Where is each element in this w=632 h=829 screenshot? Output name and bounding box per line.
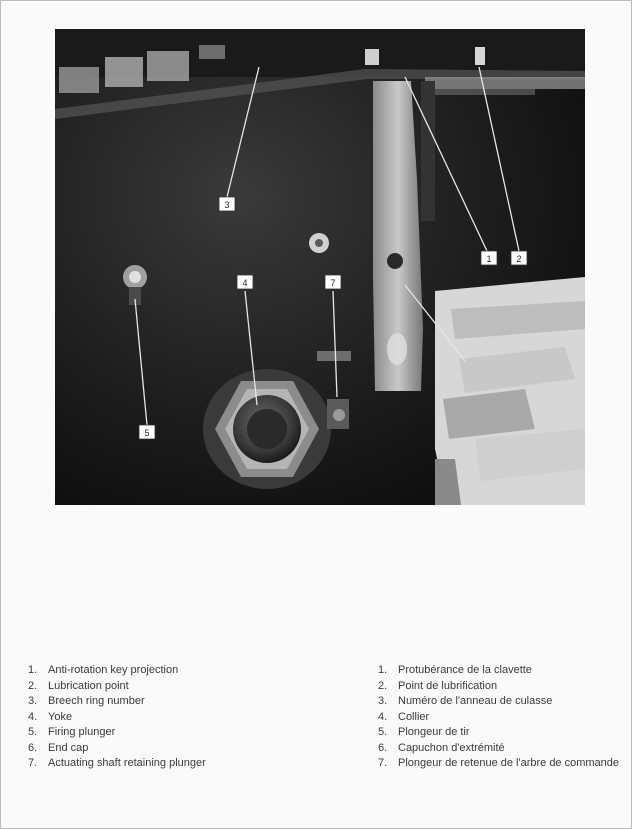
- callout-3: [219, 197, 235, 211]
- legend-item: 7. Plongeur de retenue de l'arbre de commande: [378, 757, 620, 769]
- svg-text:3: 3: [224, 200, 230, 210]
- legend-item: 6. Capuchon d'extrémité: [378, 741, 505, 754]
- callout-2: [511, 251, 527, 265]
- legend-item: 2. Lubrication point: [28, 679, 129, 692]
- svg-text:5: 5: [144, 428, 150, 438]
- legend-item: 6. End cap: [28, 741, 89, 754]
- legend-item: 7. Actuating shaft retaining plunger: [28, 757, 206, 769]
- legend-item: 2. Point de lubrification: [378, 679, 498, 692]
- legend-item: 4. Yoke: [28, 710, 73, 723]
- legend-item: 3. Numéro de l'anneau de culasse: [378, 695, 553, 707]
- legend-item: 5. Firing plunger: [28, 726, 116, 738]
- right-textured-area: [435, 277, 585, 505]
- legend-item: 5. Plongeur de tir: [378, 726, 470, 738]
- callout-7: [325, 275, 341, 289]
- end-cap: [203, 369, 331, 489]
- legend-item: 1. Protubérance de la clavette: [378, 664, 532, 676]
- svg-text:4: 4: [242, 278, 248, 288]
- svg-text:1: 1: [486, 254, 492, 264]
- legend-item: 1. Anti-rotation key projection: [28, 664, 179, 676]
- breech-mechanism-photo: [55, 29, 585, 505]
- legend-item: 4. Collier: [378, 710, 430, 723]
- callout-1: [481, 251, 497, 265]
- legend-english: [28, 663, 328, 772]
- svg-text:2: 2: [516, 254, 522, 264]
- callout-5: [139, 425, 155, 439]
- legend-item: 3. Breech ring number: [28, 695, 145, 707]
- svg-text:7: 7: [330, 278, 336, 288]
- callout-4: [237, 275, 253, 289]
- legend-french: [378, 663, 623, 772]
